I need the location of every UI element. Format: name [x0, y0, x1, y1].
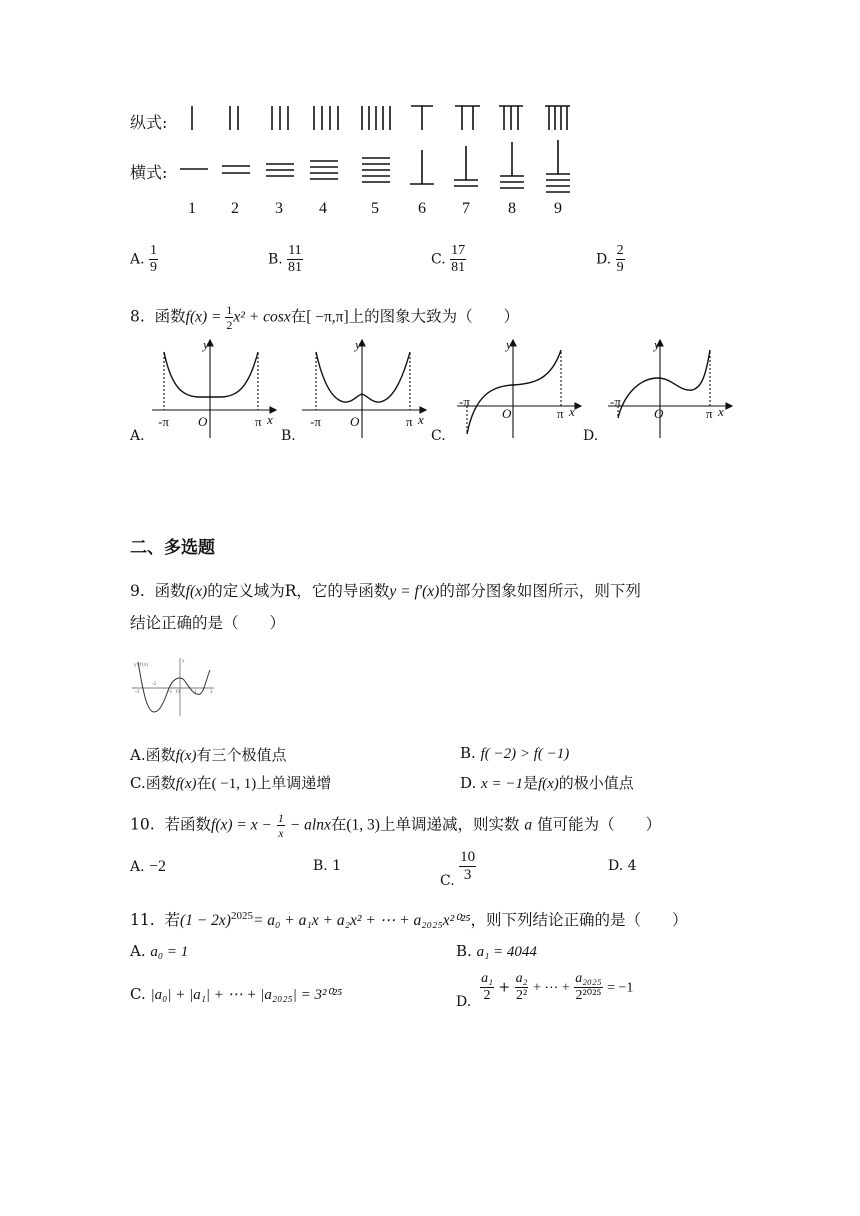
q7-option-c[interactable]: C. $\frac{17}{81}$ [431, 243, 466, 275]
q9-option-c[interactable]: C.函数f(x)在( −1, 1)上单调递增 [130, 774, 332, 792]
svg-text:-2: -2 [152, 682, 157, 687]
q9-derivative-figure [130, 656, 220, 718]
q8-option-c[interactable]: C. [431, 428, 446, 444]
q8-stem: 8. 函数f(x) = $\frac{1}{2}$ x² + cosx在[ −π,π]上的图象大致为（ ） [130, 303, 520, 332]
rod-digit: 8 [508, 200, 516, 217]
q9-option-d[interactable]: D. x = −1是f(x)的极小值点 [460, 774, 634, 792]
q8-option-a[interactable]: A. [130, 428, 145, 444]
q10-option-d[interactable]: D. 4 [608, 858, 637, 874]
section-title: 二、多选题 [130, 538, 215, 558]
vertical-label: 纵式: [130, 113, 168, 132]
rod-digit: 7 [462, 200, 470, 217]
rod-digit: 3 [275, 200, 283, 217]
q11-stem: 11. 若$(1 - 2x)^{2025}= a_0 + a_1x + a_2x^2$ + ⋯ + a₂₀₂₅x²⁰²⁵，则下列结论正确的是（ ） [130, 909, 688, 929]
q8-option-d[interactable]: D. [583, 428, 599, 444]
svg-text:1: 1 [194, 690, 197, 695]
rod-digit: 6 [418, 200, 426, 217]
fraction: $\frac{11}{81}$ [287, 243, 302, 275]
rod-numerals [0, 0, 860, 200]
q9-stem-line1: 9. 函数f(x)的定义域为R，它的导函数y = f′(x)的部分图象如图所示，则下列 [130, 582, 641, 600]
rod-digit: 1 [188, 200, 196, 217]
q10-stem: 10. 若函数f(x) = x − $\frac{1}{x}$ − alnx在(1, 3)上单调递减，则实数 a 值可能为（ ） [130, 811, 662, 840]
q10-option-c[interactable]: C. $\frac{10}{3}$ [440, 849, 476, 889]
q9-option-b[interactable]: B. f( −2) > f( −1) [460, 744, 570, 762]
svg-text:O: O [176, 690, 180, 695]
svg-text:y: y [182, 659, 185, 664]
svg-text:y=f′(x): y=f′(x) [134, 663, 148, 668]
horizontal-label: 横式: [130, 163, 168, 182]
fraction: $\frac{1}{9}$ [150, 243, 158, 275]
svg-text:-3: -3 [135, 690, 140, 695]
q8-graph-d [606, 338, 736, 438]
fraction: $\frac{2}{9}$ [616, 243, 624, 275]
rod-digit: 9 [554, 200, 562, 217]
q7-option-a[interactable]: A. $\frac{1}{9}$ [130, 243, 158, 275]
q7-option-d[interactable]: D. $\frac{2}{9}$ [596, 243, 624, 275]
rod-digit: 5 [371, 200, 379, 217]
q10-option-a[interactable]: A. −2 [130, 858, 167, 875]
rod-digit: 2 [231, 200, 239, 217]
svg-text:3: 3 [210, 690, 213, 695]
q9-stem-line2: 结论正确的是（ ） [130, 614, 286, 632]
q8-option-b[interactable]: B. [281, 428, 296, 444]
rod-digit: 4 [319, 200, 327, 217]
q9-option-a[interactable]: A.函数f(x)有三个极值点 [130, 746, 287, 764]
q7-option-b[interactable]: B. $\frac{11}{81}$ [268, 243, 302, 275]
q11-option-c[interactable]: C. |a₀| + |a₁| + ⋯ + |a₂₀₂₅| = 3²⁰²⁵ [130, 985, 343, 1003]
fraction: $\frac{17}{81}$ [451, 243, 466, 275]
q8-graph-c [455, 338, 585, 438]
q11-option-b[interactable]: B. a₁ = 4044 [456, 942, 537, 960]
q10-option-b[interactable]: B. 1 [313, 858, 342, 874]
q11-option-a[interactable]: A. a₀ = 1 [130, 942, 189, 960]
svg-text:-1: -1 [168, 690, 173, 695]
q11-option-d[interactable]: D. $\frac{\text{a₁}}{2}$ + $\frac{\text{a₂}}{\text{2²}}$ + ⋯ + $\frac{\text{a₂₀₂₅}}{\text{2²⁰²⁵}}$ = −1 [456, 971, 634, 1010]
